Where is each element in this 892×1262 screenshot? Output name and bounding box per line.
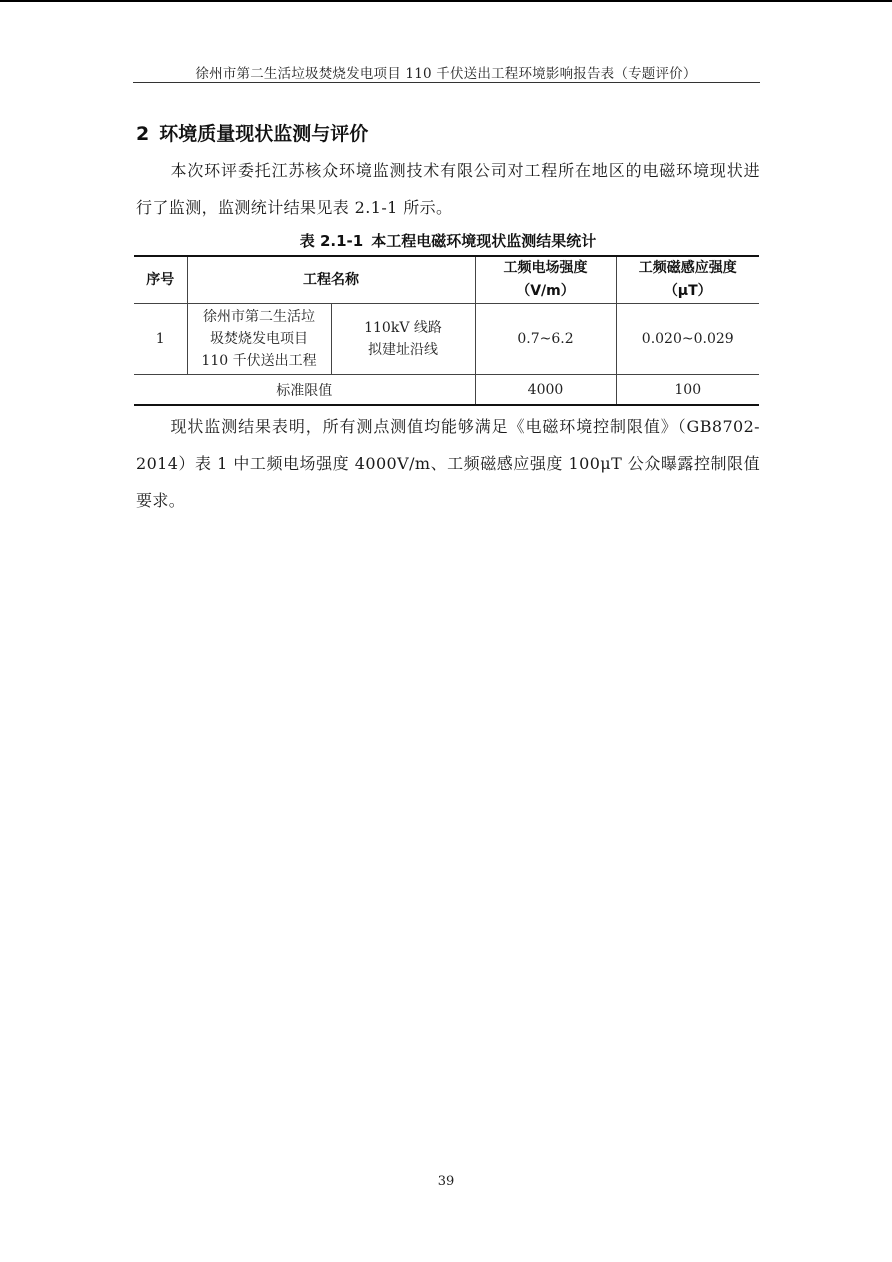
cell-location-line: 拟建址沿线 [368, 342, 438, 358]
limit-label: 标准限值 [134, 375, 475, 406]
header-magnetic-unit: （μT） [663, 283, 712, 299]
limit-magnetic-value: 100 [616, 375, 759, 406]
cell-location-line: 110kV 线路 [364, 320, 442, 336]
table-caption-title: 本工程电磁环境现状监测结果统计 [371, 232, 597, 250]
header-magnetic-label: 工频磁感应强度 [638, 260, 737, 276]
header-magnetic-field [616, 256, 759, 304]
section-heading [136, 119, 368, 146]
paragraph-intro-text: 本次环评委托江苏核众环境监测技术有限公司对工程所在地区的电磁环境现状进行了监测，监测统计结果见表 2.1-1 所示。 [136, 161, 760, 217]
limit-electric-value: 4000 [475, 375, 616, 406]
running-header: 徐州市第二生活垃圾焚烧发电项目 110 千伏送出工程环境影响报告表（专题评价） [195, 66, 697, 82]
table-limit-row [134, 375, 759, 406]
header-index: 序号 [134, 256, 187, 304]
paragraph-conclusion-text: 现状监测结果表明，所有测点测值均能够满足《电磁环境控制限值》（GB8702-2014）表 1 中工频电场强度 4000V/m、工频磁感应强度 100μT 公众曝露控制限值要求。 [136, 417, 760, 510]
header-rule [133, 82, 760, 83]
cell-electric-value: 0.7~6.2 [475, 304, 616, 375]
header-electric-field [475, 256, 616, 304]
cell-magnetic-value: 0.020~0.029 [616, 304, 759, 375]
cell-project-line: 110 千伏送出工程 [201, 353, 317, 369]
monitoring-results-table [134, 255, 759, 406]
table-caption [136, 230, 760, 251]
paragraph-conclusion [136, 408, 760, 519]
header-electric-unit: （V/m） [516, 283, 575, 299]
cell-location [331, 304, 475, 375]
table-caption-number: 表 2.1-1 [299, 232, 364, 250]
paragraph-intro [136, 152, 760, 226]
section-title: 环境质量现状监测与评价 [159, 123, 369, 145]
page-top-border [0, 0, 892, 2]
header-project-name: 工程名称 [187, 256, 475, 304]
cell-project-line: 徐州市第二生活垃 [203, 309, 315, 325]
table-header-row [134, 256, 759, 304]
section-number: 2 [136, 123, 150, 145]
page-number: 39 [437, 1174, 455, 1189]
cell-index: 1 [134, 304, 187, 375]
cell-project-name [187, 304, 331, 375]
table-row [134, 304, 759, 375]
cell-project-line: 圾焚烧发电项目 [210, 331, 308, 347]
header-electric-label: 工频电场强度 [503, 260, 588, 276]
